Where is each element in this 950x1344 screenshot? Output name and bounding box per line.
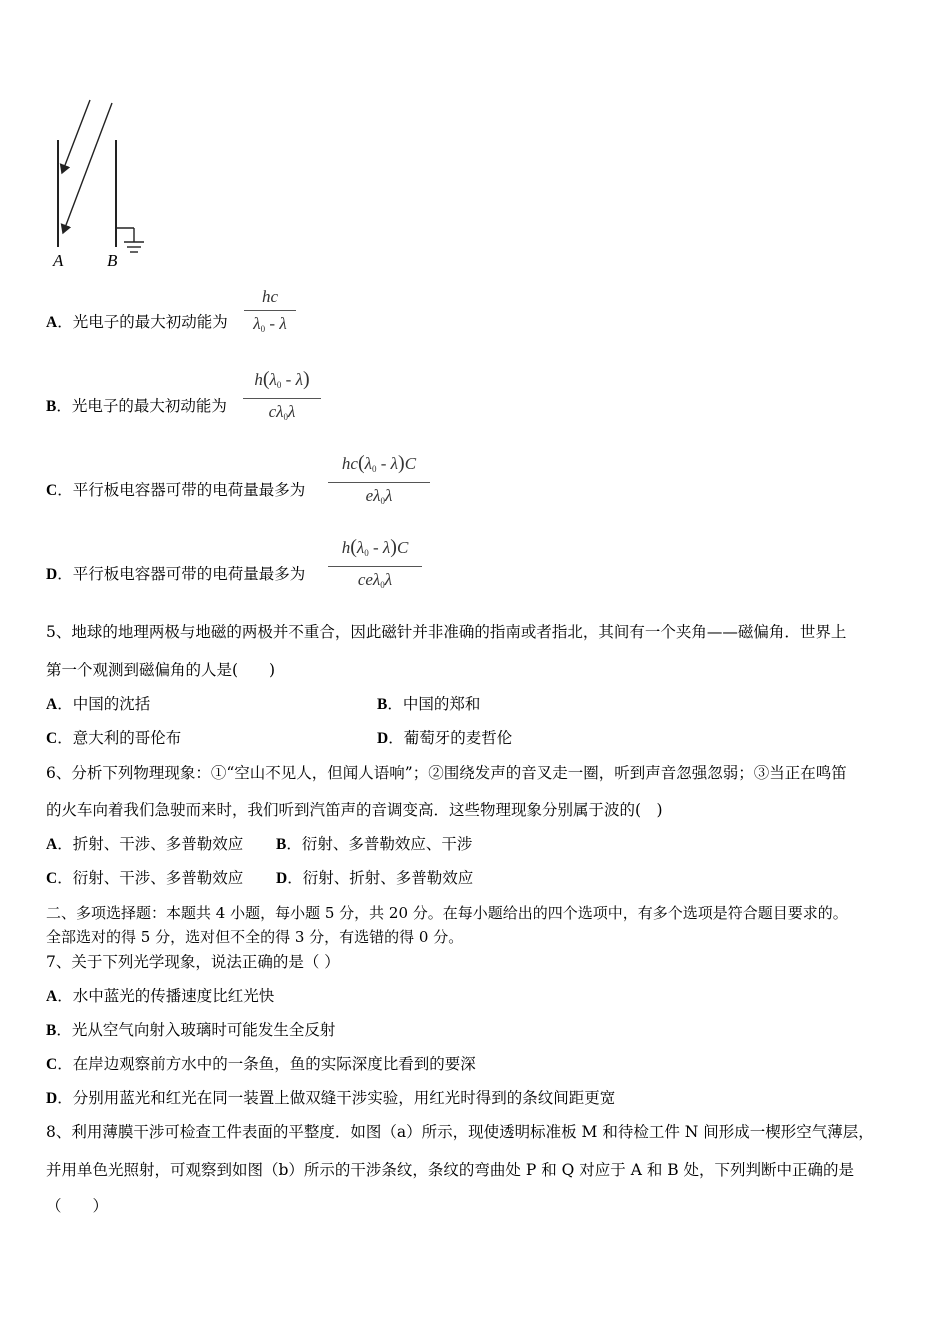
q7-option-b: B．光从空气向射入玻璃时可能发生全反射 [46,1021,336,1039]
ground-symbol [116,228,144,252]
label-b: B [107,251,118,270]
formula-denominator: $\lambda_0$ - λ [253,314,287,334]
label-a: A [53,251,64,270]
q4-option-d-formula [328,536,422,596]
q6-stem-line1: 6、分析下列物理现象：①“空山不见人，但闻人语响”；②围绕发声的音叉走一圈，听到声音忽强忽弱；③当正在鸣笛 [46,764,847,782]
formula-numerator: $h(\lambda_0 - \lambda)$ [254,368,310,390]
q4-option-c-formula [328,452,430,512]
capacitor-plates-figure [40,95,160,275]
q4-option-a-formula [244,286,296,340]
q5-option-c: C．意大利的哥伦布 [46,729,182,747]
q5-option-d: D．葡萄牙的麦哲伦 [377,729,513,747]
formula-denominator: ceλ$_0$λ [357,570,393,590]
q6-option-b: B．衍射、多普勒效应、干涉 [276,835,473,853]
q7-stem: 7、关于下列光学现象，说法正确的是（ ） [46,953,340,971]
formula-denominator: $e\lambda_0\lambda$ [365,486,393,506]
q8-stem-line1: 8、利用薄膜干涉可检查工件表面的平整度．如图（a）所示，现使透明标准板 M 和待检工件 N 间形成一楔形空气薄层， [46,1123,874,1141]
q5-stem-line1: 5、地球的地理两极与地磁的两极并不重合，因此磁针并非准确的指南或者指北，其间有一个夹角——磁偏角．世界上 [46,623,847,641]
formula-numerator: $h(\lambda_0 - \lambda)C$ [341,536,409,558]
q4-option-b: B．光电子的最大初动能为 [46,397,227,415]
q6-option-a: A．折射、干涉、多普勒效应 [46,835,244,853]
section2-heading-line2: 全部选对的得 5 分，选对但不全的得 3 分，有选错的得 0 分。 [46,928,464,946]
light-ray-1 [62,100,90,173]
q6-option-c: C．衍射、干涉、多普勒效应 [46,869,244,887]
section2-heading-line1: 二、多项选择题：本题共 4 小题，每小题 5 分，共 20 分。在每小题给出的四个选项中，有多个选项是符合题目要求的。 [46,904,848,922]
q6-option-d: D．衍射、折射、多普勒效应 [276,869,474,887]
q8-stem-line2: 并用单色光照射，可观察到如图（b）所示的干涉条纹，条纹的弯曲处 P 和 Q 对应于 A 和 B 处，下列判断中正确的是 [46,1161,855,1179]
q7-option-a: A．水中蓝光的传播速度比红光快 [46,987,275,1005]
q5-stem-line2: 第一个观测到磁偏角的人是( ) [46,661,276,679]
q7-option-d: D．分别用蓝光和红光在同一装置上做双缝干涉实验，用红光时得到的条纹间距更宽 [46,1089,616,1107]
q4-option-c: C．平行板电容器可带的电荷量最多为 [46,481,306,499]
formula-numerator: $hc(\lambda_0 - \lambda)C$ [341,452,417,474]
q5-option-b: B．中国的郑和 [377,695,481,713]
light-ray-2 [63,103,112,233]
q8-stem-line3: （ ） [46,1197,109,1215]
q4-option-d: D．平行板电容器可带的电荷量最多为 [46,565,306,583]
formula-numerator: hc [261,287,279,306]
q5-option-a: A．中国的沈括 [46,695,151,713]
q6-stem-line2: 的火车向着我们急驶而来时，我们听到汽笛声的音调变高．这些物理现象分别属于波的( ) [46,801,663,819]
q7-option-c: C．在岸边观察前方水中的一条鱼，鱼的实际深度比看到的要深 [46,1055,476,1073]
q4-option-b-formula [243,368,321,428]
formula-denominator: $c\lambda_0\lambda$ [268,402,296,422]
q4-option-a: A．光电子的最大初动能为 [46,313,228,331]
